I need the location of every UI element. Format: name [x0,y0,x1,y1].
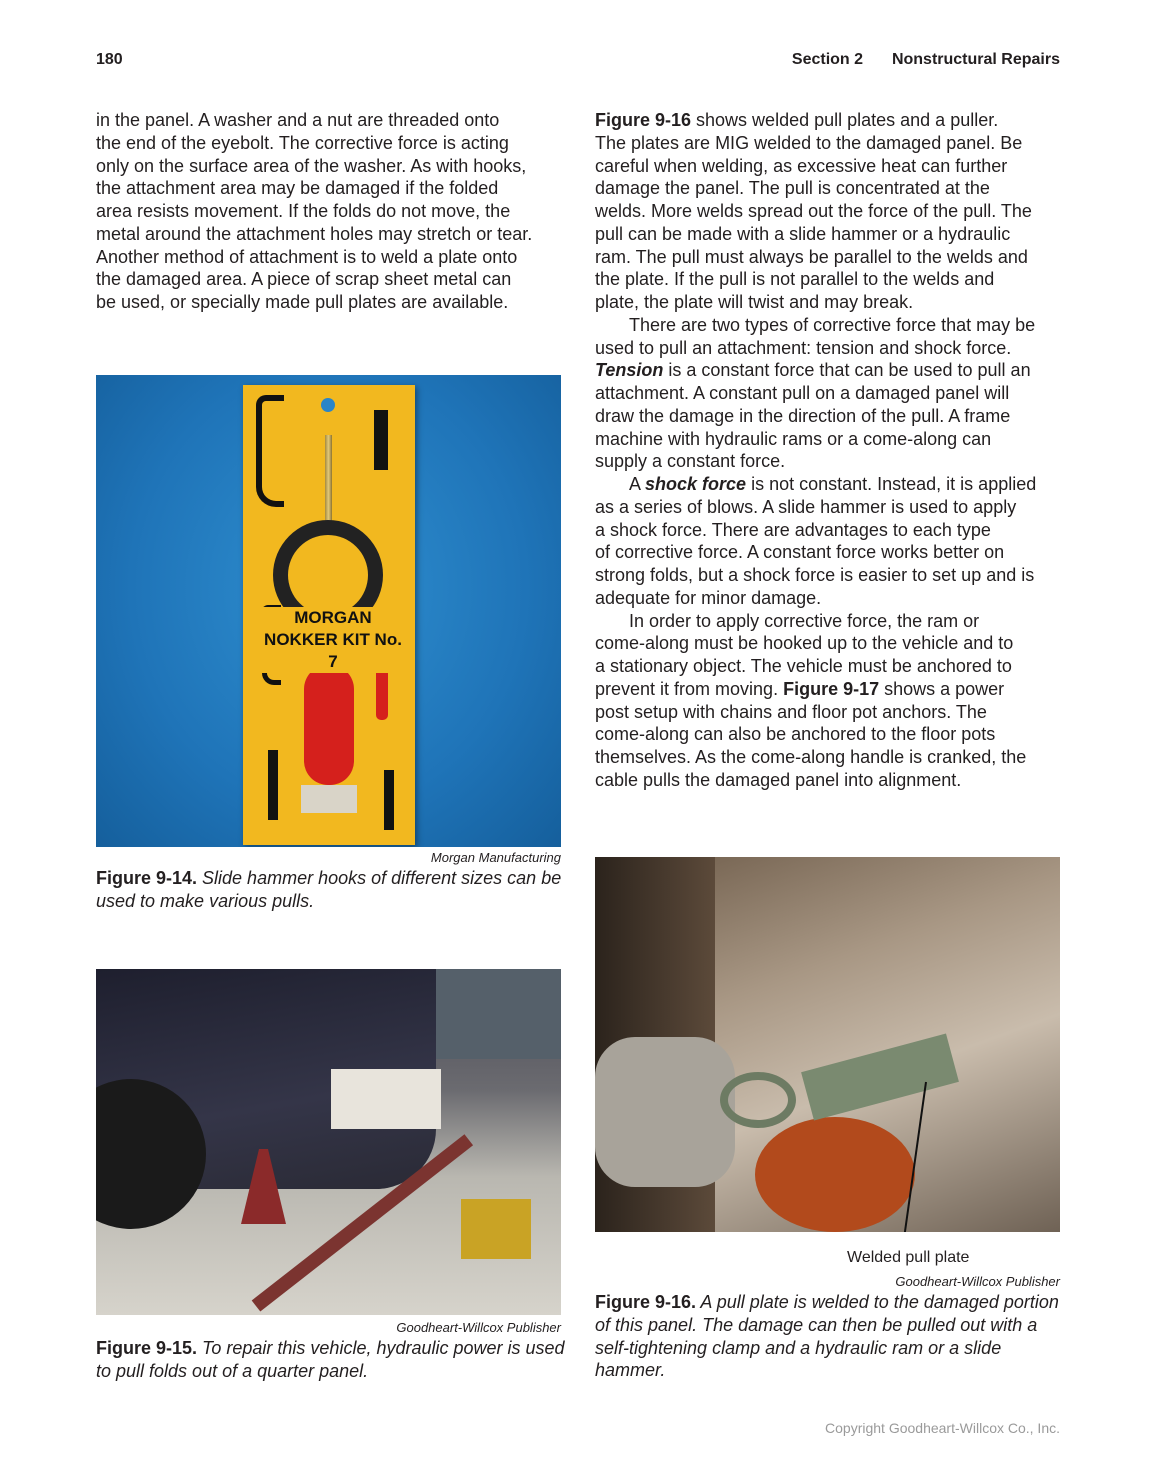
body-text: welds. More welds spread out the force of the pull. The [595,201,1032,221]
emphasis-text: Tension [595,360,664,381]
text-line [595,428,1065,451]
body-text: area resists movement. If the folds do not move, the [96,201,511,221]
text-line [96,177,566,200]
text-line [595,450,1065,473]
text-line [595,587,1065,610]
body-text: damage the panel. The pull is concentrated at the [595,178,990,199]
text-line [595,564,1065,587]
body-text: come-along can also be anchored to the floor pots [595,724,996,745]
body-text: of corrective force. A constant force works better on [595,542,1005,563]
body-text: as a series of blows. A slide hammer is used to apply [595,496,1017,517]
text-line [595,678,1065,701]
text-line [595,268,1065,291]
right-column-text [595,109,1065,792]
emphasis-text: Figure 9-17 [783,678,880,699]
body-text: strong folds, but a shock force is easier to set up and is [595,565,1035,585]
body-text: careful when welding, as excessive heat can further [595,155,1008,176]
body-text: attachment. A constant pull on a damaged panel will [595,383,1010,403]
text-line [595,610,1065,633]
figure-9-15-credit: Goodheart-Willcox Publisher [396,1320,561,1335]
text-line [96,132,566,155]
figure-9-16-credit: Goodheart-Willcox Publisher [895,1274,1060,1289]
text-line [595,109,1065,132]
body-text: There are two types of corrective force that may be [629,314,1036,335]
body-text: The plates are MIG welded to the damaged panel. Be [595,132,1023,153]
body-text: post setup with chains and floor pot anchors. The [595,701,987,722]
text-line [595,769,1065,792]
body-text: the end of the eyebolt. The corrective force is acting [96,132,509,153]
text-line [595,314,1065,337]
welded-pull-plate-callout: Welded pull plate [847,1249,970,1266]
body-text: used to pull an attachment: tension and shock force. [595,337,1012,358]
logo-text: MORGAN NOKKER KIT No. 7 [258,607,408,673]
body-text: come-along must be hooked up to the vehicle and to [595,633,1014,654]
caption-text: Slide hammer hooks of different sizes can be used to make various pulls. [96,868,562,911]
page-number: 180 [96,51,123,68]
figure-9-15-caption [96,1337,566,1383]
body-text: the plate. If the pull is not parallel to the welds and [595,269,995,290]
body-text: a shock force. There are advantages to each type [595,519,991,540]
text-line [96,246,566,269]
body-text: A [629,474,646,494]
text-line [595,632,1065,655]
text-line [595,701,1065,724]
text-line [595,155,1065,178]
text-line [96,200,566,223]
caption-text: A pull plate is welded to the damaged portion of this panel. The damage can then be pulled out with a self-tightening clamp and a hydraulic ram or a slide hammer. [595,1292,1059,1381]
caption-text: To repair this vehicle, hydraulic power is used to pull folds out of a quarter panel. [96,1338,565,1381]
body-text: prevent it from moving. [595,678,784,699]
text-line [96,291,566,314]
text-line [595,382,1065,405]
figure-label: Figure 9-16. [595,1292,697,1312]
figure-9-14-credit: Morgan Manufacturing [430,850,561,865]
figure-9-15-photo [96,969,561,1315]
body-text: plate, the plate will twist and may break. [595,292,914,312]
body-text: is not constant. Instead, it is applied [746,474,1037,494]
figure-9-14-photo [96,375,561,847]
emphasis-text: shock force [645,474,747,494]
body-text: In order to apply corrective force, the ram or [629,610,980,631]
body-text: draw the damage in the direction of the pull. A frame [595,405,1011,426]
figure-label: Figure 9-14. [96,868,198,888]
text-line [595,496,1065,519]
text-line [595,337,1065,360]
text-line [595,473,1065,496]
body-text: themselves. As the come-along handle is cranked, the [595,747,1027,767]
text-line [96,109,566,132]
text-line [595,177,1065,200]
figure-9-14-caption [96,867,566,913]
figure-9-16-caption [595,1291,1065,1382]
text-line [96,268,566,291]
section-label: Section 2 [791,51,864,68]
body-text: Another method of attachment is to weld a plate onto [96,246,518,267]
body-text: shows welded pull plates and a puller. [691,110,999,130]
body-text: cable pulls the damaged panel into alignment. [595,769,962,790]
body-text: is a constant force that can be used to pull an [663,360,1031,381]
text-line [595,746,1065,769]
text-line [96,155,566,178]
text-line [595,541,1065,564]
section-title: Nonstructural Repairs [891,51,1060,68]
text-line [595,359,1065,382]
body-text: metal around the attachment holes may stretch or tear. [96,223,533,244]
body-text: ram. The pull must always be parallel to the welds and [595,246,1028,267]
body-text: the damaged area. A piece of scrap sheet metal can [96,269,512,290]
text-line [595,132,1065,155]
body-text: in the panel. A washer and a nut are threaded onto [96,110,500,130]
running-header [792,51,1060,69]
body-text: the attachment area may be damaged if the folded [96,178,499,199]
body-text: pull can be made with a slide hammer or a hydraulic [595,223,1011,244]
figure-label: Figure 9-15. [96,1338,198,1358]
text-line [595,291,1065,314]
text-line [595,223,1065,246]
text-line [595,655,1065,678]
emphasis-text: Figure 9-16 [595,110,692,130]
body-text: machine with hydraulic rams or a come-along can [595,428,992,449]
text-line [595,405,1065,428]
text-line [595,723,1065,746]
text-line [96,223,566,246]
body-text: shows a power [879,678,1005,699]
figure-9-16-photo [595,857,1060,1232]
body-text: only on the surface area of the washer. As with hooks, [96,155,527,176]
copyright-footer: Copyright Goodheart-Willcox Co., Inc. [825,1420,1060,1436]
text-line [595,200,1065,223]
left-column-text [96,109,566,314]
body-text: be used, or specially made pull plates are available. [96,292,509,312]
text-line [595,246,1065,269]
body-text: supply a constant force. [595,451,786,472]
body-text: adequate for minor damage. [595,587,822,608]
text-line [595,519,1065,542]
body-text: a stationary object. The vehicle must be anchored to [595,656,1012,676]
